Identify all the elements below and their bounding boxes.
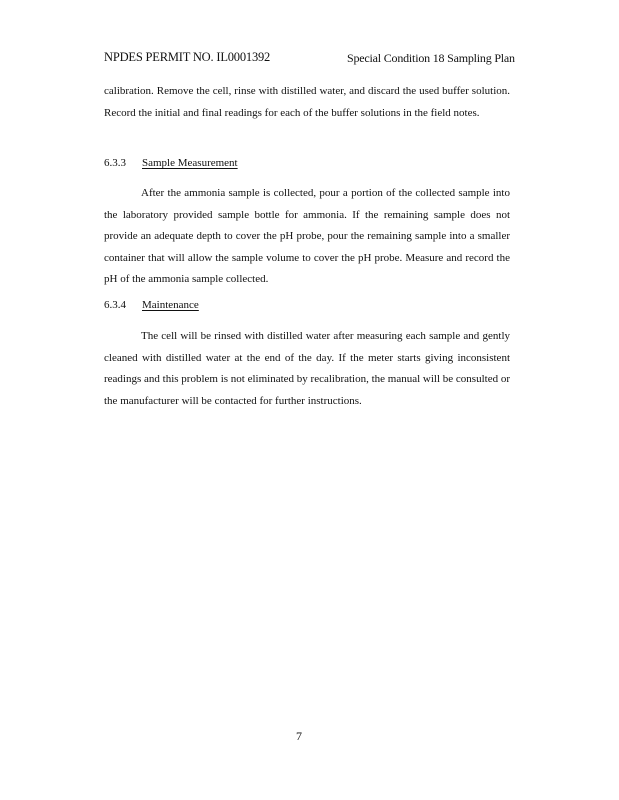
section-title: Sample Measurement xyxy=(142,157,238,169)
section-heading-sample-measurement xyxy=(104,157,238,169)
section-heading-maintenance xyxy=(104,299,199,311)
page-header-right: Special Condition 18 Sampling Plan xyxy=(347,51,515,65)
section-title: Maintenance xyxy=(142,299,199,311)
section-number: 6.3.4 xyxy=(104,299,126,311)
maintenance-paragraph: The cell will be rinsed with distilled water after measuring each sample and gently cleaned with distilled water at the end of the day. If the meter starts giving inconsistent readings and this problem is not eliminated by recalibration, the manual will be consulted or the manufacturer will be contacted for further instructions. xyxy=(104,330,510,407)
sample-measurement-paragraph: After the ammonia sample is collected, pour a portion of the collected sample into the laboratory provided sample bottle for ammonia. If the remaining sample does not provide an adequate depth to cover the pH probe, pour the remaining sample into a smaller container that will allow the sample volume to cover the pH probe. Measure and record the pH of the ammonia sample collected. xyxy=(104,187,510,285)
section-number: 6.3.3 xyxy=(104,157,126,169)
page-number: 7 xyxy=(296,729,302,743)
calibration-paragraph: calibration. Remove the cell, rinse with distilled water, and discard the used buffer solution. Record the initial and final readings for each of the buffer solutions in the field notes. xyxy=(104,85,510,119)
page-header-left: NPDES PERMIT NO. IL0001392 xyxy=(104,50,271,64)
